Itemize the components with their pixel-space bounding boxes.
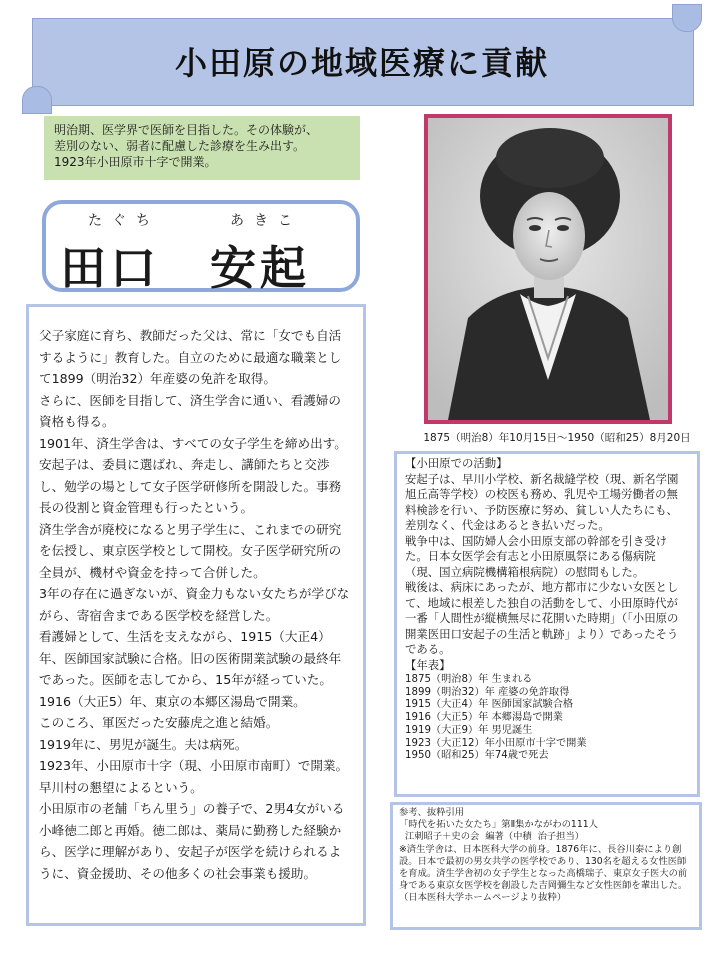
bio-paragraph: 小田原市の老舗「ちん里う」の養子で、2男4女がいる小峰徳二郎と再婚。徳二郎は、薬局に勤務した経験から、医学に理解があり、安起子が医学を続けられるように、資金援助、その他多くの社会事業も援助。 xyxy=(39,801,345,881)
bio-paragraph: 3年の存在に過ぎないが、資金力もない女たちが学びながら、寄宿舎まである医学校を経営した。 xyxy=(39,586,350,623)
nenpyo-row: 1950（昭和25）年74歳で死去 xyxy=(405,750,549,762)
reference-line: ※済生学舎は、日本医科大学の前身。1876年に、長谷川泰により創設。日本で最初の男女共学の医学校であり、130名を超える女性医師を育成。済生学舎初の女子学生となった高橋瑞子、東京女子医大の前身である東京女医学校を創設した吉岡彌生など女性医師を輩出した。（日本医科大学ホームページより抜粋） xyxy=(399,843,688,904)
nenpyo-row: 1915（大正4）年 医師国家試験合格 xyxy=(405,699,574,711)
activity-paragraph: 安起子は、早川小学校、新名裁縫学校（現、新名学園旭丘高等学校）の校医も務め、乳児や工場労働者の無料検診を行い、予防医療に努め、貧しい人たちにも、差別なく、代金はあるとき払いだった。 xyxy=(405,471,679,532)
activity-heading: 【小田原での活動】 xyxy=(405,456,508,470)
ruby-given: あきこ xyxy=(230,213,302,229)
nenpyo-row: 1923（大正12）年小田原市十字で開業 xyxy=(405,737,587,749)
intro-box xyxy=(44,116,360,180)
nenpyo-row: 1916（大正5）年 本郷湯島で開業 xyxy=(405,712,563,724)
bio-paragraph: 1916（大正5）年、東京の本郷区湯島で開業。 xyxy=(39,693,306,709)
page-title: 小田原の地域医療に貢献 xyxy=(174,44,549,82)
nenpyo-row: 1875（明治8）年 生まれる xyxy=(405,674,533,685)
bio-paragraph: 1901年、済生学舎は、すべての女子学生を締め出す。安起子は、委員に選ばれ、奔走し、講師たちと交渉し、勉学の場として女子医学研修所を開設した。事務長の役割と資金管理も行ったという。 xyxy=(39,435,347,515)
intro-line: 1923年小田原市十字で開業。 xyxy=(54,155,217,169)
intro-line: 明治期、医学界で医師を目指した。その体験が、 xyxy=(54,123,319,137)
reference-line: 参考、抜粋引用 xyxy=(399,807,465,818)
nenpyo-row: 1919（大正9）年 男児誕生 xyxy=(405,724,533,736)
activity-box xyxy=(394,451,700,797)
ruby-family: たぐち xyxy=(88,213,160,229)
title-banner xyxy=(22,4,702,114)
nenpyo-heading: 【年表】 xyxy=(405,657,451,672)
person-name: 田口 安起 xyxy=(60,241,310,295)
references-box xyxy=(390,802,702,930)
bio-paragraph: 父子家庭に育ち、教師だった父は、常に「女でも自活するように」教育した。自立のために最適な職業として1899（明治32）年産婆の免許を取得。 xyxy=(39,328,342,386)
bio-paragraph: 済生学舎が廃校になると男子学生に、これまでの研究を伝授し、東京医学校として開校。女子医学研究所の全員が、機材や資金を持って合併した。 xyxy=(39,521,342,580)
bio-paragraph: このころ、軍医だった安藤虎之進と結婚。 xyxy=(39,715,279,730)
bio-paragraph: 1923年、小田原市十字（現、小田原市南町）で開業。早川村の懇望によるという。 xyxy=(39,758,349,795)
portrait-illustration xyxy=(428,118,668,420)
bio-paragraph: 1919年に、男児が誕生。夫は病死。 xyxy=(39,736,248,752)
bio-paragraph: さらに、医師を目指して、済生学舎に通い、看護婦の資格も得る。 xyxy=(39,392,341,429)
activity-paragraph: 戦争中は、国防婦人会小田原支部の幹部を引き受けた。日本女医学会有志と小田原風祭にある傷病院（現、国立病院機構箱根病院）の慰問もした。 xyxy=(405,533,667,579)
reference-line: 「時代を拓いた女たち」第Ⅱ集かながわの111人 xyxy=(399,819,598,831)
portrait-photo xyxy=(424,114,672,424)
nenpyo-list xyxy=(405,674,689,763)
nenpyo-row: 1899（明治32）年 産婆の免許取得 xyxy=(405,686,570,698)
biography-box xyxy=(26,304,366,926)
portrait-caption: 1875（明治8）年10月15日～1950（昭和25）8月20日 xyxy=(423,432,691,444)
activity-paragraph: 戦後は、病床にあったが、地方都市に少ない女医として、地域に根差した独自の活動をして、小田原時代が一番「人間性が縦横無尽に花開いた時期」（「小田原の開業医田口安起子の生活と軌跡」より）であったそうである。 xyxy=(405,580,679,656)
name-box xyxy=(42,200,360,295)
reference-line: 江刺昭子＋史の会 編著（中積 治子担当） xyxy=(399,831,585,843)
bio-paragraph: 看護婦として、生活を支えながら、1915（大正4）年、医師国家試験に合格。旧の医術開業試験の最終年であった。医師を志してから、15年が経っていた。 xyxy=(39,629,342,687)
intro-line: 差別のない、弱者に配慮した診療を生み出す。 xyxy=(54,139,306,153)
